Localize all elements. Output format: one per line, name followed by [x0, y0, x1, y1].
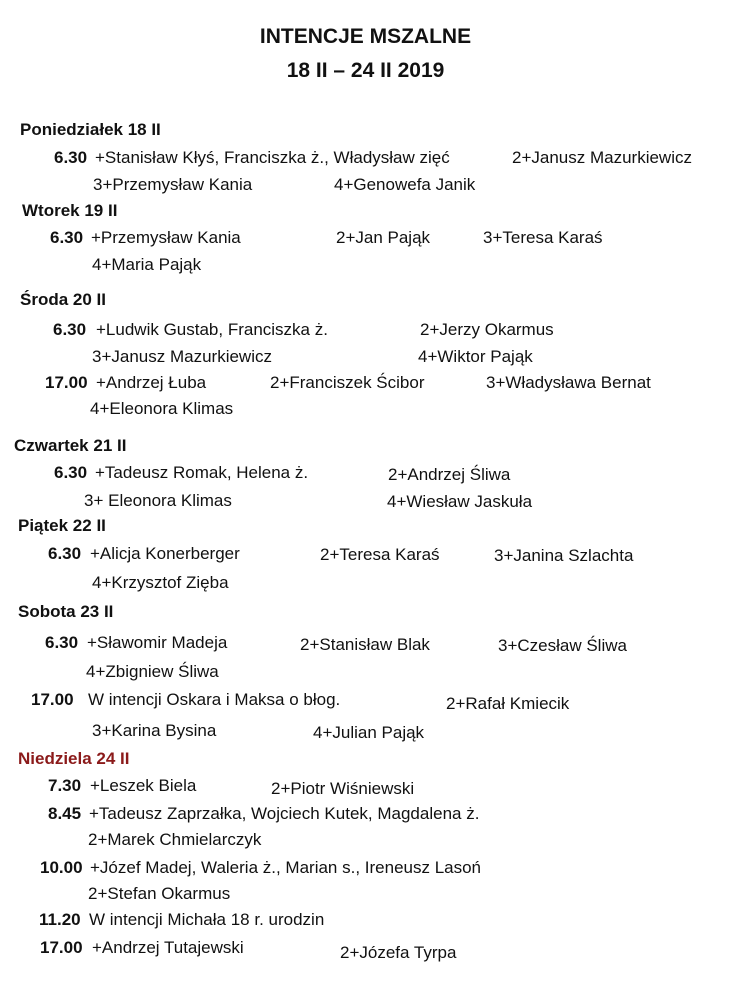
intention: +Sławomir Madeja [87, 633, 228, 652]
intention: 4+Zbigniew Śliwa [86, 662, 219, 681]
intention: 2+Józefa Tyrpa [340, 943, 457, 962]
mass-time: 8.45 [48, 804, 82, 823]
intention: +Józef Madej, Waleria ż., Marian s., Ireneusz Lasoń [90, 858, 482, 877]
intention: +Stanisław Kłyś, Franciszka ż., Władysław zięć [95, 148, 450, 167]
intention: +Tadeusz Zaprzałka, Wojciech Kutek, Magdalena ż. [89, 804, 480, 823]
intention: 2+Teresa Karaś [320, 545, 440, 564]
day-heading: Środa 20 II [20, 290, 106, 309]
date-range: 18 II – 24 II 2019 [286, 59, 445, 82]
mass-time: 6.30 [54, 463, 88, 482]
intention: 4+Wiesław Jaskuła [387, 492, 533, 511]
intention: 4+Krzysztof Zięba [92, 573, 229, 592]
intention: 4+Julian Pająk [313, 723, 425, 742]
intention: 3+Czesław Śliwa [498, 636, 627, 655]
intention: 3+Karina Bysina [92, 721, 217, 740]
day-heading: Poniedziałek 18 II [20, 120, 161, 139]
mass-time: 17.00 [40, 938, 83, 957]
intention: 3+ Eleonora Klimas [84, 491, 232, 510]
intention: W intencji Michała 18 r. urodzin [89, 910, 325, 929]
intention: 2+Rafał Kmiecik [446, 694, 570, 713]
intention: 4+Eleonora Klimas [90, 399, 234, 418]
intention: 3+Przemysław Kania [93, 175, 253, 194]
intention: 2+Andrzej Śliwa [388, 465, 511, 484]
day-heading: Piątek 22 II [18, 516, 106, 535]
intention: 2+Franciszek Ścibor [270, 373, 425, 392]
intention: 4+Maria Pająk [92, 255, 202, 274]
day-heading: Czwartek 21 II [14, 436, 127, 455]
mass-time: 10.00 [40, 858, 83, 877]
intention: 2+Janusz Mazurkiewicz [512, 148, 692, 167]
mass-time: 6.30 [48, 544, 82, 563]
intention: W intencji Oskara i Maksa o błog. [88, 690, 341, 709]
intention: 2+Marek Chmielarczyk [88, 830, 262, 849]
mass-time: 6.30 [53, 320, 87, 339]
intention: 2+Stanisław Blak [300, 635, 430, 654]
intention: +Andrzej Łuba [96, 373, 207, 392]
intention: +Andrzej Tutajewski [92, 938, 244, 957]
intention: 3+Janina Szlachta [494, 546, 634, 565]
mass-time: 17.00 [31, 690, 74, 709]
mass-time: 6.30 [45, 633, 79, 652]
intention: 4+Wiktor Pająk [418, 347, 533, 366]
intention: 2+Jan Pająk [336, 228, 431, 247]
intention: 2+Piotr Wiśniewski [271, 779, 415, 798]
intention: 3+Władysława Bernat [486, 373, 651, 392]
intention: +Ludwik Gustab, Franciszka ż. [96, 320, 328, 339]
day-heading: Niedziela 24 II [18, 749, 130, 768]
intention: +Tadeusz Romak, Helena ż. [95, 463, 309, 482]
day-heading: Sobota 23 II [18, 602, 114, 621]
mass-time: 6.30 [50, 228, 84, 247]
intention: +Alicja Konerberger [90, 544, 240, 563]
mass-time: 7.30 [48, 776, 82, 795]
intention: 4+Genowefa Janik [334, 175, 476, 194]
intention: 3+Teresa Karaś [483, 228, 603, 247]
intention: +Leszek Biela [90, 776, 197, 795]
mass-time: 6.30 [54, 148, 88, 167]
page-title: INTENCJE MSZALNE [259, 25, 472, 48]
intention: 2+Jerzy Okarmus [420, 320, 554, 339]
mass-time: 11.20 [39, 910, 81, 929]
intention: 3+Janusz Mazurkiewicz [92, 347, 272, 366]
day-heading: Wtorek 19 II [22, 201, 118, 220]
intention: 2+Stefan Okarmus [88, 884, 231, 903]
mass-time: 17.00 [45, 373, 88, 392]
intention: +Przemysław Kania [91, 228, 241, 247]
